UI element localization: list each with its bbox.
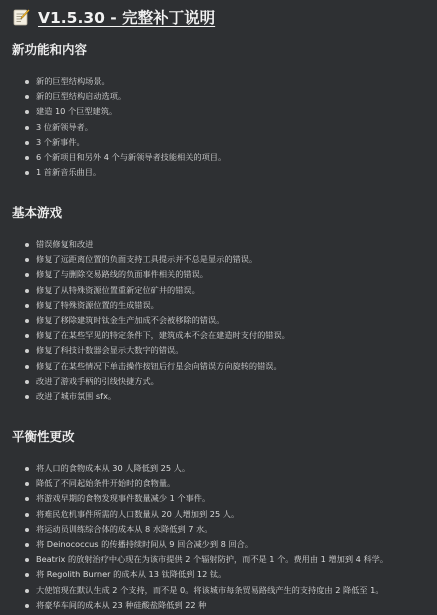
list-item: 将难民危机事件所需的人口数量从 20 人增加到 25 人。 xyxy=(12,507,429,522)
page-title: V1.5.30 - 完整补丁说明 xyxy=(38,9,216,27)
section-heading: 平衡性更改 xyxy=(12,429,75,444)
list-item: 将人口的食物成本从 30 人降低到 25 人。 xyxy=(12,461,429,476)
list-item: 3 位新领导者。 xyxy=(12,120,429,135)
list-item: 修复了远距离位置的负面支持工具提示并不总是显示的错误。 xyxy=(12,252,429,267)
section-new-features xyxy=(12,40,429,180)
list-item: 错误修复和改进 xyxy=(12,237,429,252)
fix-list xyxy=(12,237,429,404)
balance-list xyxy=(12,461,429,613)
list-item: 6 个新项目和另外 4 个与新领导者技能相关的项目。 xyxy=(12,150,429,165)
list-item: 大使馆现在默认生成 2 个支持，而不是 0。将该城市每条贸易路线产生的支持度由 2 降低至 1。 xyxy=(12,583,429,598)
list-item: 修复了在某些罕见的特定条件下，建筑成本不会在建造时支付的错误。 xyxy=(12,328,429,343)
list-item: 修复了特殊资源位置的生成错误。 xyxy=(12,298,429,313)
list-item: 改进了城市氛围 sfx。 xyxy=(12,389,429,404)
feature-list xyxy=(12,74,429,180)
list-item: 修复了与删除交易路线的负面事件相关的错误。 xyxy=(12,267,429,282)
title-row xyxy=(12,6,215,28)
list-item: 修复了移除建筑时钛金生产加成不会被移除的错误。 xyxy=(12,313,429,328)
list-item: 修复了从特殊资源位置重新定位矿井的错误。 xyxy=(12,283,429,298)
section-heading: 基本游戏 xyxy=(12,205,63,220)
list-item: 将 Regolith Burner 的成本从 13 钛降低到 12 钛。 xyxy=(12,567,429,582)
list-item: 将 Deinococcus 的传播持续时间从 9 回合减少到 8 回合。 xyxy=(12,537,429,552)
list-item: 降低了不同起始条件开始时的食物量。 xyxy=(12,476,429,491)
list-item: 将豪华车间的成本从 23 种硅酸盐降低到 22 种 xyxy=(12,598,429,613)
list-item: 修复了科技计数器会显示大数字的错误。 xyxy=(12,343,429,358)
section-heading: 新功能和内容 xyxy=(12,42,88,57)
memo-icon xyxy=(12,8,30,26)
list-item: 1 首新音乐曲目。 xyxy=(12,165,429,180)
list-item: 3 个新事件。 xyxy=(12,135,429,150)
list-item: 将游戏早期的食物发现事件数量减少 1 个事件。 xyxy=(12,491,429,506)
list-item: 建造 10 个巨型建筑。 xyxy=(12,104,429,119)
section-base-game xyxy=(12,203,429,404)
list-item: 新的巨型结构启动选项。 xyxy=(12,89,429,104)
list-item: 将运动员训练综合体的成本从 8 水降低到 7 水。 xyxy=(12,522,429,537)
list-item: 修复了在某些情况下单击操作按钮后行星会向错误方向旋转的错误。 xyxy=(12,359,429,374)
section-balance-changes xyxy=(12,427,429,613)
list-item: 新的巨型结构场景。 xyxy=(12,74,429,89)
list-item: Beatrix 的放射治疗中心现在为该市提供 2 个辐射防护，而不是 1 个。费用由 1 增加到 4 科学。 xyxy=(12,552,429,567)
list-item: 改进了游戏手柄的引线快捷方式。 xyxy=(12,374,429,389)
